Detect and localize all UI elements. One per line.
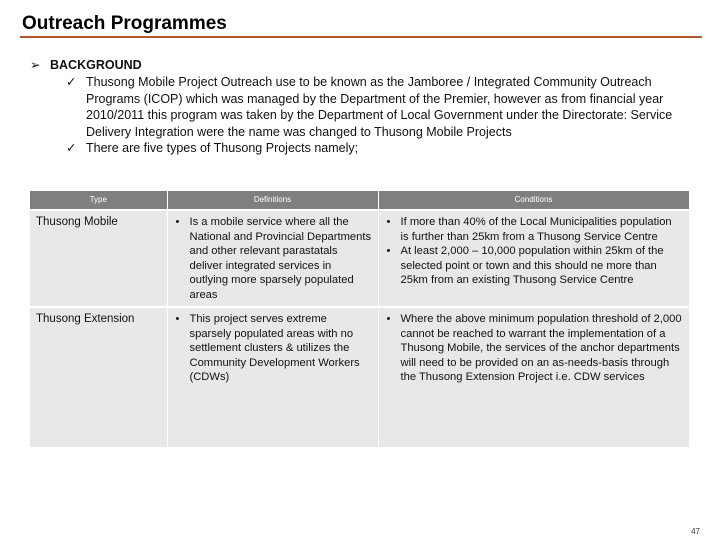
definition-item	[174, 215, 372, 302]
check-icon: ✓	[66, 141, 77, 155]
column-header-type: Type	[30, 191, 167, 210]
page-title: Outreach Programmes	[22, 13, 227, 34]
background-item	[66, 74, 696, 140]
type-cell: Thusong Mobile	[30, 210, 167, 307]
condition-text: Where the above minimum population threshold of 2,000 cannot be reached to warrant the implementation of a Thusong Mobile, the services of the anchor departments will need to be provided on an as-needs-basis through the Thusong Extension Project i.e. CDW services	[400, 313, 682, 383]
bullet-dot-icon: •	[175, 216, 180, 228]
condition-item	[385, 312, 683, 385]
bullet-dot-icon: •	[386, 216, 391, 228]
bullet-dot-icon: •	[386, 313, 391, 325]
background-item	[66, 140, 696, 157]
condition-item	[385, 244, 683, 288]
arrow-bullet-icon: ➢	[30, 58, 41, 72]
background-item-text: There are five types of Thusong Projects namely;	[86, 141, 359, 155]
conditions-cell	[378, 307, 689, 447]
table-row	[30, 210, 689, 307]
background-item-text: Thusong Mobile Project Outreach use to be known as the Jamboree / Integrated Community Outreach Programs (ICOP) which was managed by the Department of the Premier, however as from financial year 2010/2011 this program was taken by the Department of Local Government under the Directorate: Service Delivery Integration were the name was changed to Thusong Mobile Projects	[86, 75, 673, 139]
title-divider	[20, 36, 702, 38]
type-cell: Thusong Extension	[30, 307, 167, 447]
condition-text: At least 2,000 – 10,000 population within 25km of the selected point or town and this should ne more than 25km from an existing Thusong Service Centre	[400, 245, 664, 286]
page-number: 47	[691, 527, 700, 536]
condition-text: If more than 40% of the Local Municipalities population is further than 25km from a Thusong Service Centre	[400, 216, 672, 243]
conditions-cell	[378, 210, 689, 307]
table-header-row	[30, 191, 689, 210]
bullet-dot-icon: •	[175, 313, 180, 325]
definition-item	[174, 312, 372, 385]
definition-text: This project serves extreme sparsely populated areas with no settlement clusters & utilizes the Community Development Workers (CDWs)	[189, 313, 360, 383]
bullet-dot-icon: •	[386, 245, 391, 257]
background-list	[66, 74, 696, 157]
background-heading: BACKGROUND	[50, 58, 142, 72]
definitions-cell	[167, 307, 378, 447]
condition-item	[385, 215, 683, 244]
table-row	[30, 307, 689, 447]
check-icon: ✓	[66, 75, 77, 89]
column-header-conditions: Conditions	[378, 191, 689, 210]
column-header-definitions: Definitions	[167, 191, 378, 210]
thusong-projects-table	[30, 191, 690, 447]
definition-text: Is a mobile service where all the National and Provincial Departments and other relevant parastatals deliver integrated services in outlying more sparsely populated areas	[189, 216, 372, 301]
definitions-cell	[167, 210, 378, 307]
background-heading-row	[30, 57, 142, 72]
